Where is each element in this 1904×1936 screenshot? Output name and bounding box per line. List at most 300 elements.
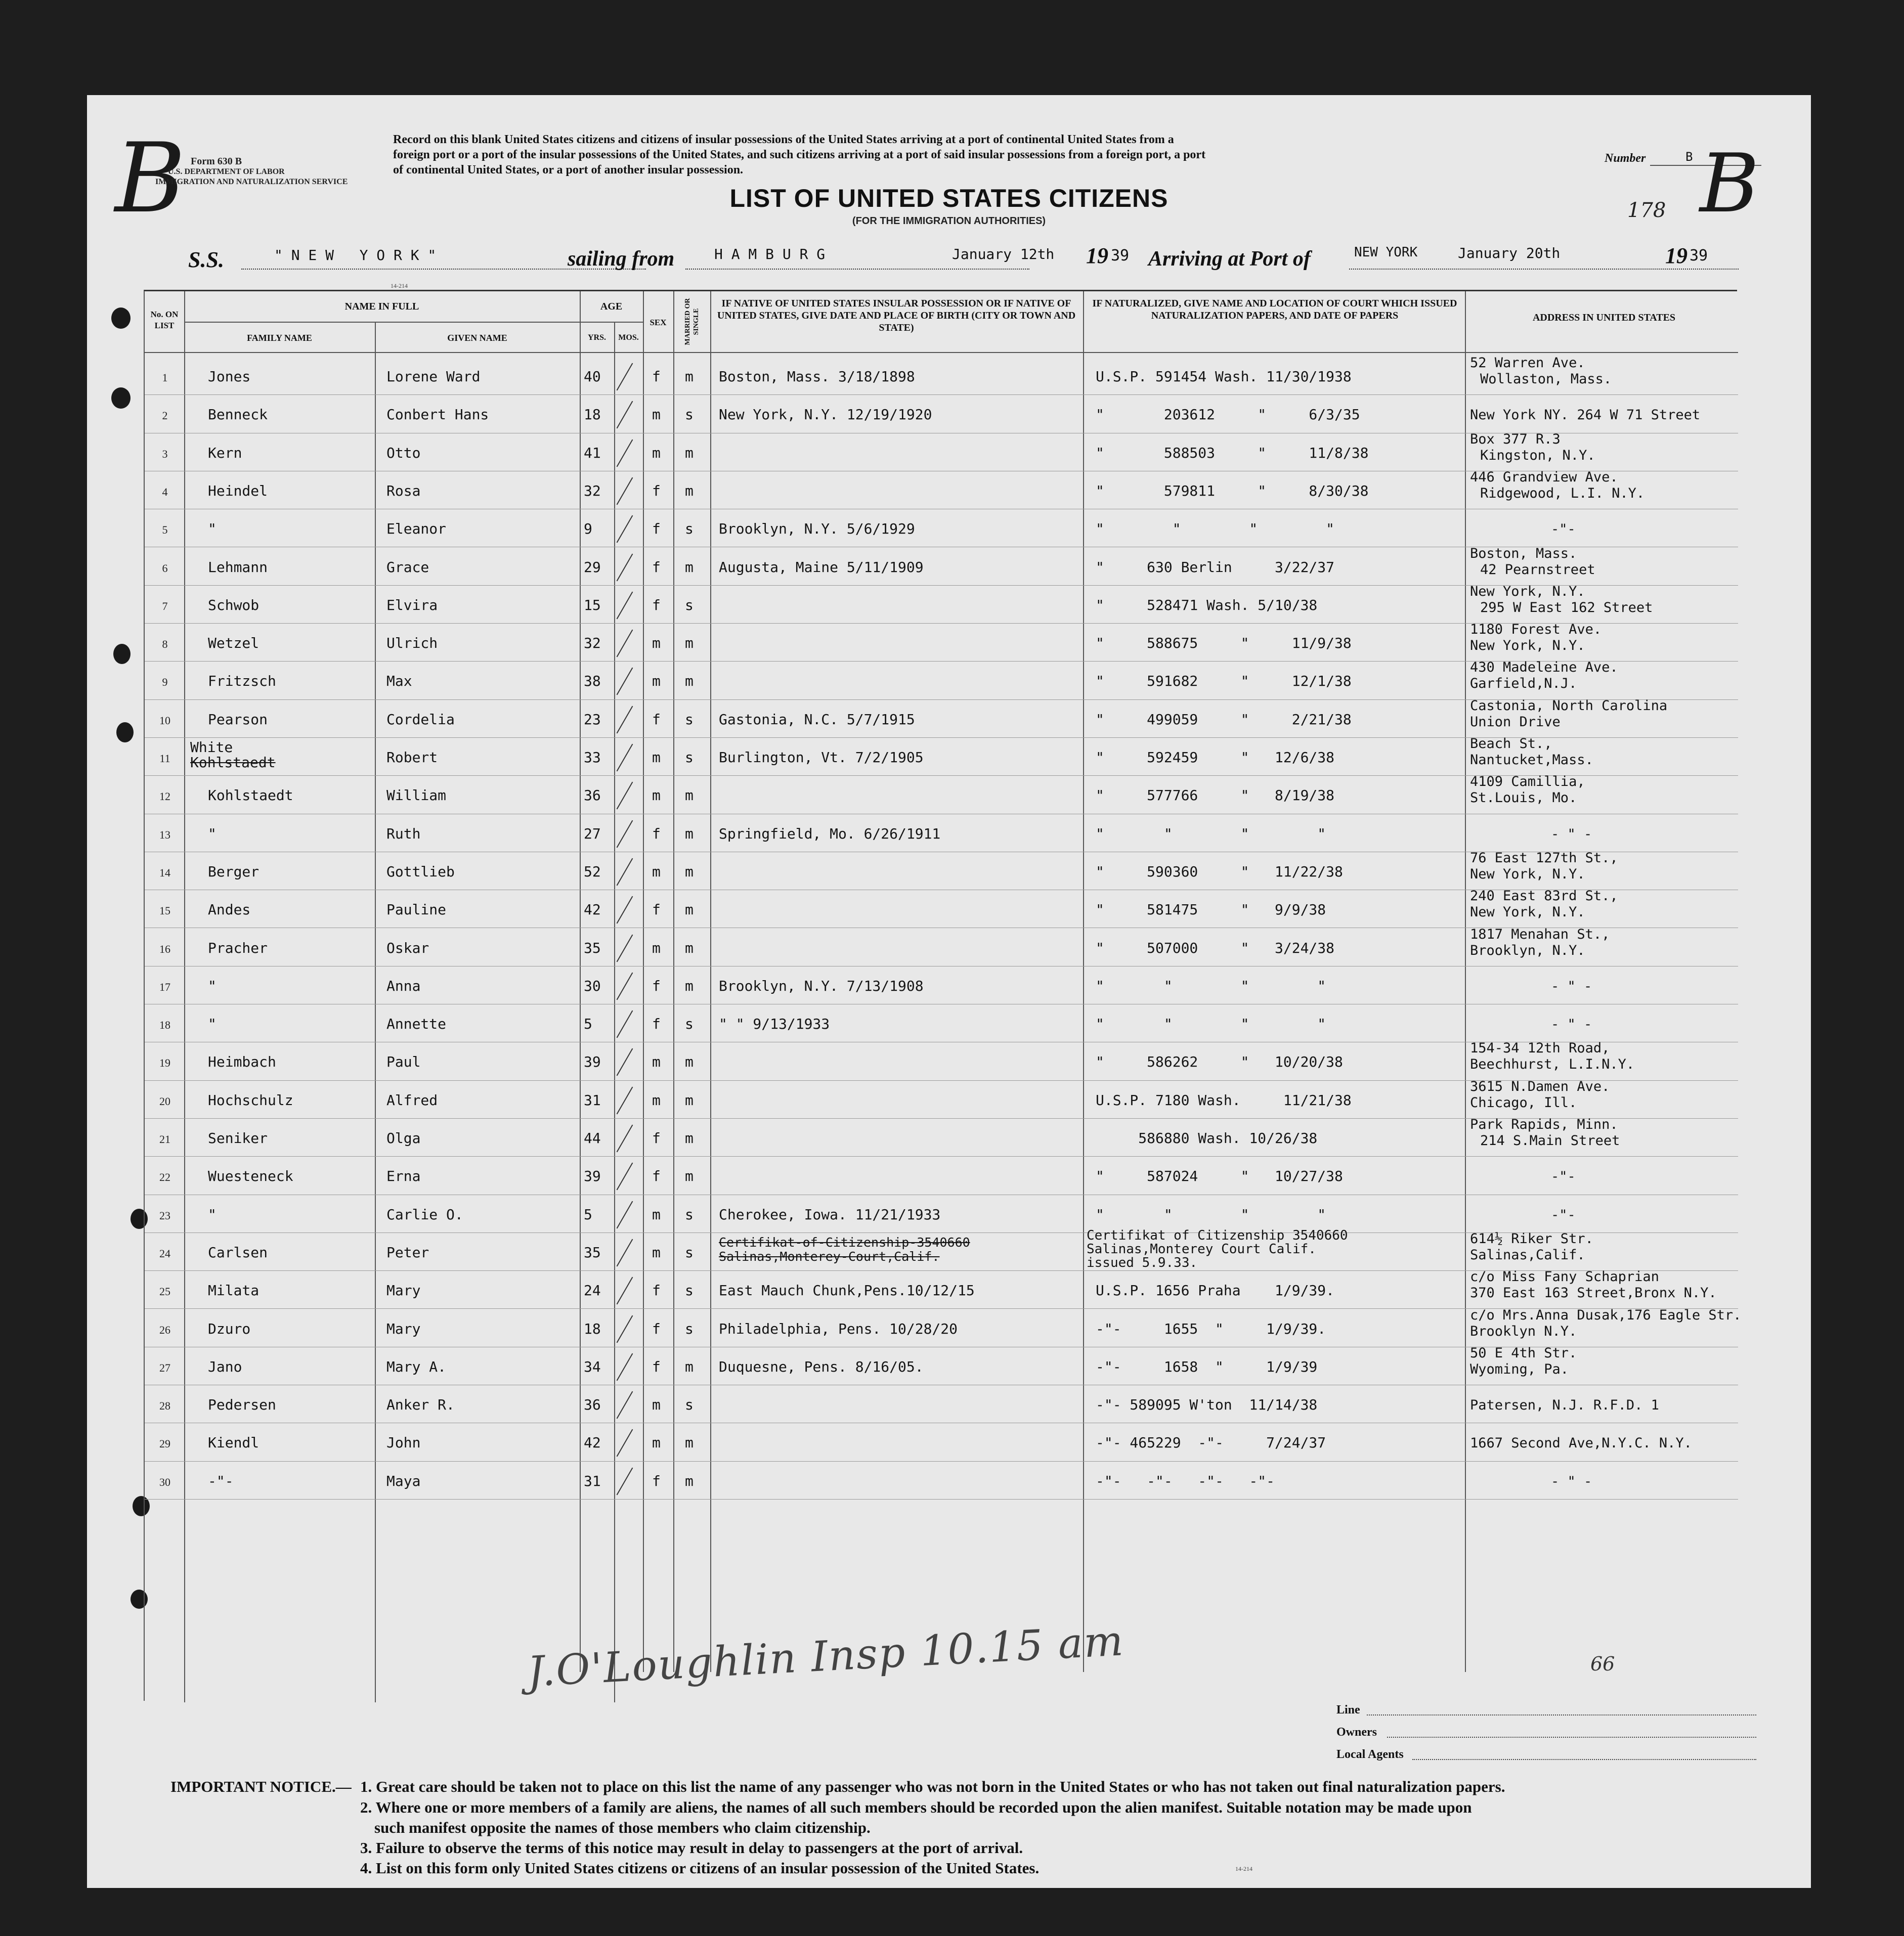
naturalization-line: Salinas,Monterey Court Calif. [1087,1241,1316,1257]
naturalization: -"- 465229 -"- 7/24/37 [1096,1434,1326,1451]
age-years: 39 [584,1168,601,1185]
naturalization: " " " " [1096,1016,1326,1033]
notice-item-4: 4. List on this form only United States citizens or citizens of an insular possession of the United States. [360,1859,1040,1877]
family-name: " [208,1206,217,1223]
marital-status: s [685,749,694,766]
notice-label: IMPORTANT NOTICE.— [170,1778,352,1795]
table-row [145,926,1738,966]
header-native: IF NATIVE OF UNITED STATES INSULAR POSSESSION OR IF NATIVE OF UNITED STATES, GIVE DATE AND PLACE OF BIRTH (CITY OR TOWN AND STATE) [717,298,1076,333]
row-number: 4 [162,485,168,498]
row-number: 21 [159,1133,170,1146]
given-name: Otto [386,444,421,461]
age-years: 18 [584,1320,601,1337]
address-line: 42 Pearnstreet [1480,561,1595,578]
row-number: 26 [159,1323,170,1336]
sex: f [652,368,661,385]
year-label-1: 19 [1086,243,1108,268]
marital-status: s [685,711,694,728]
naturalization: -"- -"- -"- -"- [1096,1472,1275,1489]
header-sex: SEX [650,318,667,327]
sex: f [652,825,661,842]
row-number: 7 [162,599,168,612]
naturalization: -"- 589095 W'ton 11/14/38 [1096,1396,1318,1414]
row-number: 22 [159,1171,170,1184]
age-months-tick [617,744,633,772]
address-line: Brooklyn N.Y. [1470,1323,1577,1339]
given-name: Gottlieb [386,863,455,880]
given-name: Alfred [386,1091,438,1109]
marital-status: s [685,520,694,538]
table-row [145,1004,1738,1042]
table-row [145,1119,1738,1157]
year-label-2: 19 [1665,243,1687,268]
marital-status: m [685,368,694,385]
birth-place: Cherokee, Iowa. 11/21/1933 [719,1206,941,1223]
sex: f [652,1130,661,1147]
birth-struck: Certifikat-of-Citizenship-3540660 [719,1235,970,1250]
sex: m [652,787,661,804]
table-row [145,395,1738,433]
address-line: St.Louis, Mo. [1470,790,1577,806]
age-years: 29 [584,558,601,576]
age-years: 39 [584,1053,601,1071]
header-no: No. ON LIST [150,310,179,330]
address-line: New York, N.Y. [1470,904,1585,920]
given-name: Peter [386,1244,429,1261]
marital-status: s [685,1396,694,1414]
age-months-tick [617,668,633,695]
corner-letter-left: B [115,122,186,234]
family-name: Lehmann [208,558,268,576]
sailing-label: sailing from [568,247,675,271]
marital-status: s [685,1282,694,1299]
address-line: Salinas,Calif. [1470,1247,1585,1263]
age-months-tick [617,553,633,581]
footer-line-label: Line [1336,1703,1360,1717]
row-number: 20 [159,1094,170,1108]
row-number: 2 [162,409,168,422]
header-age: AGE [600,301,623,312]
marital-status: m [685,863,694,880]
address-line: -"- [1551,1169,1576,1185]
table-row [145,1042,1738,1080]
footer-owners-rule [1387,1737,1756,1738]
sex: f [652,596,661,613]
header-naturalized: IF NATURALIZED, GIVE NAME AND LOCATION OF COURT WHICH ISSUED NATURALIZATION PAPERS, AND DATE OF PAPERS [1092,298,1457,321]
given-name: Lorene Ward [386,368,481,385]
row-number: 5 [162,523,168,537]
sex: m [652,749,661,766]
row-number: 15 [159,904,170,917]
age-years: 35 [584,939,601,956]
naturalization: -"- 1655 " 1/9/39. [1096,1320,1326,1337]
address-line: 1667 Second Ave,N.Y.C. N.Y. [1470,1435,1692,1451]
table-row [145,509,1738,547]
family-name: Pedersen [208,1396,276,1414]
family-name: Fritzsch [208,673,276,690]
family-name: Jano [208,1358,242,1375]
age-months-tick [617,1315,633,1343]
age-years: 23 [584,711,601,728]
marital-status: m [685,1130,694,1147]
family-name: Wetzel [208,635,259,652]
family-name: Hochschulz [208,1091,293,1109]
address-line: Kingston, N.Y. [1480,447,1595,463]
naturalization: " 507000 " 3/24/38 [1096,939,1335,956]
birth-place: Brooklyn, N.Y. 7/13/1908 [719,977,924,994]
sex: f [652,520,661,538]
naturalization: " 581475 " 9/9/38 [1096,901,1326,918]
table-row [145,1271,1738,1309]
header-married [676,293,708,350]
age-years: 44 [584,1130,601,1147]
family-name: Heindel [208,482,268,499]
table-row [145,1227,1738,1271]
sex: f [652,711,661,728]
age-years: 41 [584,444,601,461]
family-name: Kohlstaedt [208,787,293,804]
age-months-tick [617,858,633,886]
age-years: 42 [584,1434,601,1451]
marital-status: m [685,1358,694,1375]
inspector-signature: J.O'Loughlin Insp 10.15 am [526,1617,1126,1696]
age-months-tick [617,401,633,429]
age-years: 35 [584,1244,601,1261]
birth-place: " " 9/13/1933 [719,1016,830,1033]
sex: f [652,977,661,994]
naturalization: " 590360 " 11/22/38 [1096,863,1343,880]
header-yrs: YRS. [587,333,606,342]
year-2: 39 [1690,247,1708,265]
family-name: -"- [208,1472,234,1489]
address-line: Patersen, N.J. R.F.D. 1 [1470,1397,1659,1414]
given-name: Mary A. [386,1358,447,1375]
corner-letter-right: B [1700,136,1759,231]
given-name: John [386,1434,421,1451]
number-value: B [1685,150,1693,164]
page-title: LIST OF UNITED STATES CITIZENS [729,184,1169,212]
family-name: " [208,520,217,538]
family-name: Dzuro [208,1320,251,1337]
table-row [145,471,1738,509]
marital-status: m [685,558,694,576]
address-line: Wyoming, Pa. [1470,1361,1569,1377]
naturalization: " 499059 " 2/21/38 [1096,711,1352,728]
birth-place: Springfield, Mo. 6/26/1911 [719,825,941,842]
address-line: Ridgewood, L.I. N.Y. [1480,485,1645,501]
address-line: 295 W East 162 Street [1480,599,1653,615]
instruction-line-2: foreign port or a port of the insular possessions of the United States, and such citizens arriving at a port of said insular possessions from a foreign port, a port [393,148,1206,161]
address-line: - " - [1551,1017,1592,1033]
family-name: " [208,825,217,842]
page-subtitle: (FOR THE IMMIGRATION AUTHORITIES) [852,215,1046,227]
address-line: Boston, Mass. [1470,545,1577,561]
naturalization: U.S.P. 591454 Wash. 11/30/1938 [1096,368,1352,385]
naturalization: " " " " [1096,520,1335,538]
address-line: Nantucket,Mass. [1470,752,1593,768]
marital-status: m [685,1168,694,1185]
family-name: Pearson [208,711,268,728]
marital-status: m [685,825,694,842]
age-years: 9 [584,520,592,538]
given-name: Eleanor [386,520,447,538]
family-name: Pracher [208,939,268,956]
address-line: -"- [1551,521,1576,538]
row-number: 11 [159,752,170,765]
age-months-tick [617,706,633,733]
row-number: 27 [159,1361,170,1374]
address-line: 50 E 4th Str. [1470,1345,1577,1361]
age-years: 5 [584,1206,592,1223]
given-name: Anna [386,977,421,994]
age-months-tick [617,1163,633,1191]
header-separator [184,322,643,323]
address-line: Box 377 R.3 [1470,431,1561,447]
sex: m [652,1434,661,1451]
row-number: 14 [159,866,170,879]
sex: m [652,1053,661,1071]
header-name-in-full: NAME IN FULL [344,301,419,312]
address-line: 154-34 12th Road, [1470,1040,1610,1057]
address-line: 370 East 163 Street,Bronx N.Y. [1470,1285,1717,1301]
punch-hole [111,307,131,329]
age-months-tick [617,477,633,505]
punch-hole [111,387,131,409]
marital-status: m [685,787,694,804]
age-months-tick [617,1010,633,1038]
family-name: Carlsen [208,1244,268,1261]
birth-place: Boston, Mass. 3/18/1898 [719,368,915,385]
table-row [145,659,1738,699]
naturalization: " 587024 " 10/27/38 [1096,1168,1343,1185]
given-name: Conbert Hans [386,406,489,423]
sex: m [652,1091,661,1109]
address-line: 240 East 83rd St., [1470,888,1618,904]
family-name: Jones [208,368,251,385]
given-name: Pauline [386,901,447,918]
age-months-tick [617,1201,633,1228]
address-line: Wollaston, Mass. [1480,371,1612,387]
row-number: 16 [159,942,170,955]
service-label: IMMIGRATION AND NATURALIZATION SERVICE [155,178,348,186]
family-name: Wuesteneck [208,1168,293,1185]
given-name: Rosa [386,482,421,499]
manifest-page [87,95,1811,1888]
row-number: 12 [159,790,170,803]
sex: f [652,1358,661,1375]
arriving-date: January 20th [1458,245,1561,261]
age-months-tick [617,1391,633,1419]
age-years: 42 [584,901,601,918]
department-label: U.S. DEPARTMENT OF LABOR [168,167,285,176]
header-address: ADDRESS IN UNITED STATES [1532,312,1676,323]
address-line: New York, N.Y. [1470,866,1585,882]
sex: f [652,1016,661,1033]
tiny-code: 14-214 [391,282,408,289]
given-name: Robert [386,749,438,766]
row-number: 8 [162,638,168,651]
age-months-tick [617,1125,633,1153]
address-line: Castonia, North Carolina [1470,697,1668,714]
family-name: Andes [208,901,251,918]
naturalization: " " " " [1096,825,1326,842]
naturalization: " 588503 " 11/8/38 [1096,444,1369,461]
marital-status: m [685,635,694,652]
birth-place: Duquesne, Pens. 8/16/05. [719,1358,924,1375]
sex: f [652,901,661,918]
address-line: 1817 Menahan St., [1470,926,1610,942]
number-label: Number [1605,152,1646,165]
naturalization: " 630 Berlin 3/22/37 [1096,558,1335,576]
age-years: 38 [584,673,601,690]
sex: m [652,1396,661,1414]
address-line: 52 Warren Ave. [1470,355,1585,371]
address-line: New York NY. 264 W 71 Street [1470,407,1701,423]
address-line: 446 Grandview Ave. [1470,469,1618,485]
address-line: c/o Mrs.Anna Dusak,176 Eagle Str. [1470,1307,1742,1323]
table-row [145,1385,1738,1423]
family-name: Milata [208,1282,259,1299]
table-row [145,966,1738,1004]
given-name: Ulrich [386,635,438,652]
marital-status: s [685,1320,694,1337]
marital-status: m [685,901,694,918]
notice-item-2: 2. Where one or more members of a family are aliens, the names of all such members should be recorded upon the alien manifest. Suitable notation may be made upon [360,1798,1472,1816]
row-number: 6 [162,561,168,575]
table-row [145,545,1738,586]
age-years: 36 [584,1396,601,1414]
given-name: Grace [386,558,429,576]
naturalization: " 528471 Wash. 5/10/38 [1096,596,1318,613]
naturalization: " " " " [1096,1206,1326,1223]
address-line: - " - [1551,1473,1592,1489]
arriving-port: NEW YORK [1354,245,1418,260]
naturalization: " 577766 " 8/19/38 [1096,787,1335,804]
given-name: Oskar [386,939,429,956]
age-months-tick [617,1467,633,1495]
row-number: 9 [162,676,168,689]
table-row [145,852,1738,890]
table-row [145,433,1738,471]
age-years: 36 [584,787,601,804]
marital-status: m [685,482,694,499]
family-name: Seniker [208,1130,268,1147]
naturalization: -"- 1658 " 1/9/39 [1096,1358,1318,1375]
table-row [145,624,1738,662]
notice-code: 14-214 [1235,1865,1252,1872]
age-years: 31 [584,1091,601,1109]
age-years: 18 [584,406,601,423]
naturalization: 586880 Wash. 10/26/38 [1096,1130,1318,1147]
given-name: Elvira [386,596,438,613]
marital-status: s [685,1016,694,1033]
age-years: 30 [584,977,601,994]
table-row [145,1347,1738,1385]
sailing-port: H A M B U R G [714,246,826,262]
age-years: 32 [584,482,601,499]
age-months-tick [617,934,633,962]
row-number: 25 [159,1285,170,1298]
sailing-date: January 12th [952,246,1055,262]
address-line: 76 East 127th St., [1470,850,1618,866]
sex: m [652,444,661,461]
age-years: 52 [584,863,601,880]
naturalization: " 203612 " 6/3/35 [1096,406,1360,423]
naturalization: " 586262 " 10/20/38 [1096,1053,1343,1071]
sex: m [652,939,661,956]
naturalization: " 579811 " 8/30/38 [1096,482,1369,499]
family-name: Benneck [208,406,268,423]
given-name: Erna [386,1168,421,1185]
row-number: 3 [162,447,168,460]
address-line: 4109 Camillia, [1470,774,1585,790]
row-number: 28 [159,1399,170,1413]
marital-status: m [685,1053,694,1071]
footer-agents-label: Local Agents [1336,1748,1404,1761]
header-given-name: GIVEN NAME [447,333,507,343]
address-line: -"- [1551,1207,1576,1223]
given-name: Olga [386,1130,421,1147]
row-number: 13 [159,828,170,841]
age-months-tick [617,439,633,467]
table-row [145,890,1738,928]
row-number: 17 [159,980,170,993]
sex: m [652,406,661,423]
punch-hole [113,644,131,664]
age-months-tick [617,896,633,924]
birth-place: Gastonia, N.C. 5/7/1915 [719,711,915,728]
given-name: William [386,787,447,804]
notice-item-3: 3. Failure to observe the terms of this notice may result in delay to passengers at the port of arrival. [360,1839,1023,1857]
given-name: Paul [386,1053,421,1071]
naturalization: " 588675 " 11/9/38 [1096,635,1352,652]
age-years: 24 [584,1282,601,1299]
birth-place: New York, N.Y. 12/19/1920 [719,406,932,423]
address-line: Beechhurst, L.I.N.Y. [1470,1057,1635,1073]
age-years: 33 [584,749,601,766]
given-name: Anker R. [386,1396,455,1414]
ship-name: " N E W Y O R K " [274,247,437,263]
punch-hole [116,722,134,742]
family-name: White [190,739,233,756]
address-line: Park Rapids, Minn. [1470,1117,1618,1132]
footer-agents-rule [1412,1759,1756,1760]
marital-status: m [685,939,694,956]
age-years: 32 [584,635,601,652]
sex: f [652,1282,661,1299]
instruction-line-1: Record on this blank United States citizens and citizens of insular possessions of the United States arriving at a port of continental United States from a [393,133,1174,146]
address-line: Union Drive [1470,714,1561,730]
given-name: Maya [386,1472,421,1489]
marital-status: s [685,1244,694,1261]
sex: m [652,1206,661,1223]
given-name: Ruth [386,825,421,842]
footer-line-rule [1367,1714,1756,1715]
address-line: - " - [1551,978,1592,994]
naturalization: U.S.P. 1656 Praha 1/9/39. [1096,1282,1335,1299]
header-mos: MOS. [618,333,639,342]
family-name: Berger [208,863,259,880]
age-months-tick [617,1277,633,1305]
naturalization: " 592459 " 12/6/38 [1096,749,1335,766]
age-months-tick [617,1048,633,1076]
table-row [145,1195,1738,1233]
address-line: Brooklyn, N.Y. [1470,942,1585,958]
given-name: Max [386,673,412,690]
given-name: Annette [386,1016,447,1033]
notice-item-2-cont: such manifest opposite the names of those members who claim citizenship. [374,1819,871,1836]
row-number: 24 [159,1247,170,1260]
